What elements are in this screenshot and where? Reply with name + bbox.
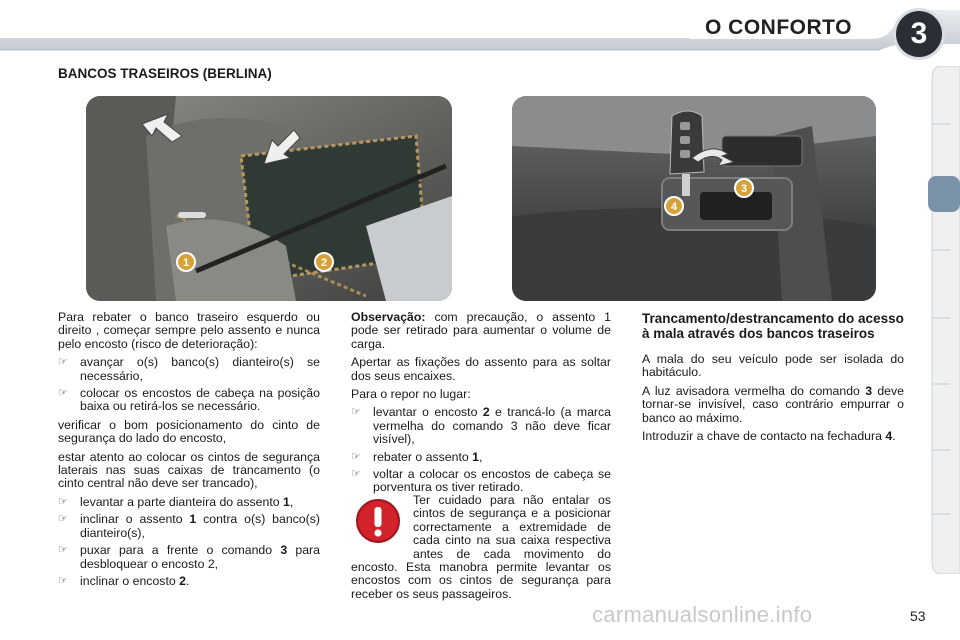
prep-list xyxy=(58,356,320,414)
svg-text:3: 3 xyxy=(740,183,748,195)
list-item: ☞ puxar para a frente o comando 3 para desbloquear o encosto 2, xyxy=(58,543,320,571)
chapter-title: O CONFORTO xyxy=(705,16,852,39)
pointing-hand-icon: ☞ xyxy=(58,356,68,369)
callout-2 xyxy=(315,253,333,271)
page-number: 53 xyxy=(910,608,926,624)
rear-seat-photo xyxy=(86,96,452,301)
restore-list xyxy=(351,406,611,494)
steps-list xyxy=(58,496,320,588)
list-item: ☞ levantar o encosto 2 e trancá-lo (a marca vermelha do comando 3 não deve ficar visível), xyxy=(351,405,612,447)
chapter-side-tabs xyxy=(928,66,960,574)
intro-paragraph: Para rebater o banco traseiro esquerdo ou direito , começar sempre pelo assento e nunca pelo encosto (risco de deterioração): xyxy=(58,310,320,351)
callout-1 xyxy=(177,253,195,271)
warning-note xyxy=(351,494,611,601)
svg-text:2: 2 xyxy=(320,257,328,269)
paragraph: A mala do seu veículo pode ser isolada do habitáculo. xyxy=(642,352,904,380)
watermark: carmanualsonline.info xyxy=(592,602,813,627)
chapter-number-badge: 3 xyxy=(896,11,942,57)
list-item: ☞ levantar a parte dianteira do assento 1, xyxy=(58,494,294,509)
list-item: ☞ inclinar o encosto 2. xyxy=(58,573,190,588)
list-item: ☞ inclinar o assento 1 contra o(s) banco(s) dianteiro(s), xyxy=(58,512,320,540)
paragraph: Introduzir a chave de contacto na fechadura 4. xyxy=(642,429,896,444)
callout-3 xyxy=(735,179,753,197)
pointing-hand-icon: ☞ xyxy=(58,544,68,557)
list-item: ☞ rebater o assento 1, xyxy=(351,449,483,464)
active-chapter-tab xyxy=(928,176,960,212)
column-left xyxy=(58,311,320,593)
column-middle xyxy=(351,311,611,500)
observation-label: Observação: xyxy=(351,310,426,324)
paragraph: A luz avisadora vermelha do comando 3 deve tornar-se invisível, caso contrário empurrar o banco ao máximo. xyxy=(642,383,904,425)
section-title: BANCOS TRASEIROS (BERLINA) xyxy=(58,66,272,81)
pointing-hand-icon: ☞ xyxy=(58,574,68,587)
svg-text:1: 1 xyxy=(182,257,190,269)
pointing-hand-icon: ☞ xyxy=(58,387,68,400)
warning-text: Ter cuidado para não entalar os cintos de segurança e a posicionar correctamente a extremidade de cada cinto na sua caixa respectiva antes de cada movimento do encosto. Esta manobra permite levantar os encostos com os cintos de segurança para receber os seus passageiros. xyxy=(351,493,611,601)
paragraph: estar atento ao colocar os cintos de segurança laterais nas suas caixas de trancamento (o cinto central não deve ser trancado), xyxy=(58,449,320,491)
paragraph: Para o repor no lugar: xyxy=(351,387,471,402)
pointing-hand-icon: ☞ xyxy=(351,450,361,463)
list-item: ☞ colocar os encostos de cabeça na posição baixa ou retirá-los se necessário. xyxy=(58,386,320,414)
observation-paragraph: Observação: com precaução, o assento 1 pode ser retirado para aumentar o volume de carga. xyxy=(351,310,611,351)
callout-4 xyxy=(665,197,683,215)
column-right xyxy=(642,311,904,448)
pointing-hand-icon: ☞ xyxy=(58,513,68,526)
pointing-hand-icon: ☞ xyxy=(351,406,361,419)
exclamation-warning-icon xyxy=(355,498,401,544)
pointing-hand-icon: ☞ xyxy=(351,468,361,481)
trunk-lock-photo xyxy=(512,96,876,301)
paragraph: Apertar as fixações do assento para as soltar dos seus encaixes. xyxy=(351,355,611,383)
svg-text:4: 4 xyxy=(670,201,678,213)
subsection-title: Trancamento/destrancamento do acesso à mala através dos bancos traseiros xyxy=(642,311,904,341)
list-item: ☞ avançar o(s) banco(s) dianteiro(s) se necessário, xyxy=(58,355,320,383)
list-item: ☞ voltar a colocar os encostos de cabeça se porventura os tiver retirado. xyxy=(351,467,611,495)
paragraph: verificar o bom posicionamento do cinto de segurança do lado do encosto, xyxy=(58,417,320,446)
pointing-hand-icon: ☞ xyxy=(58,495,68,508)
